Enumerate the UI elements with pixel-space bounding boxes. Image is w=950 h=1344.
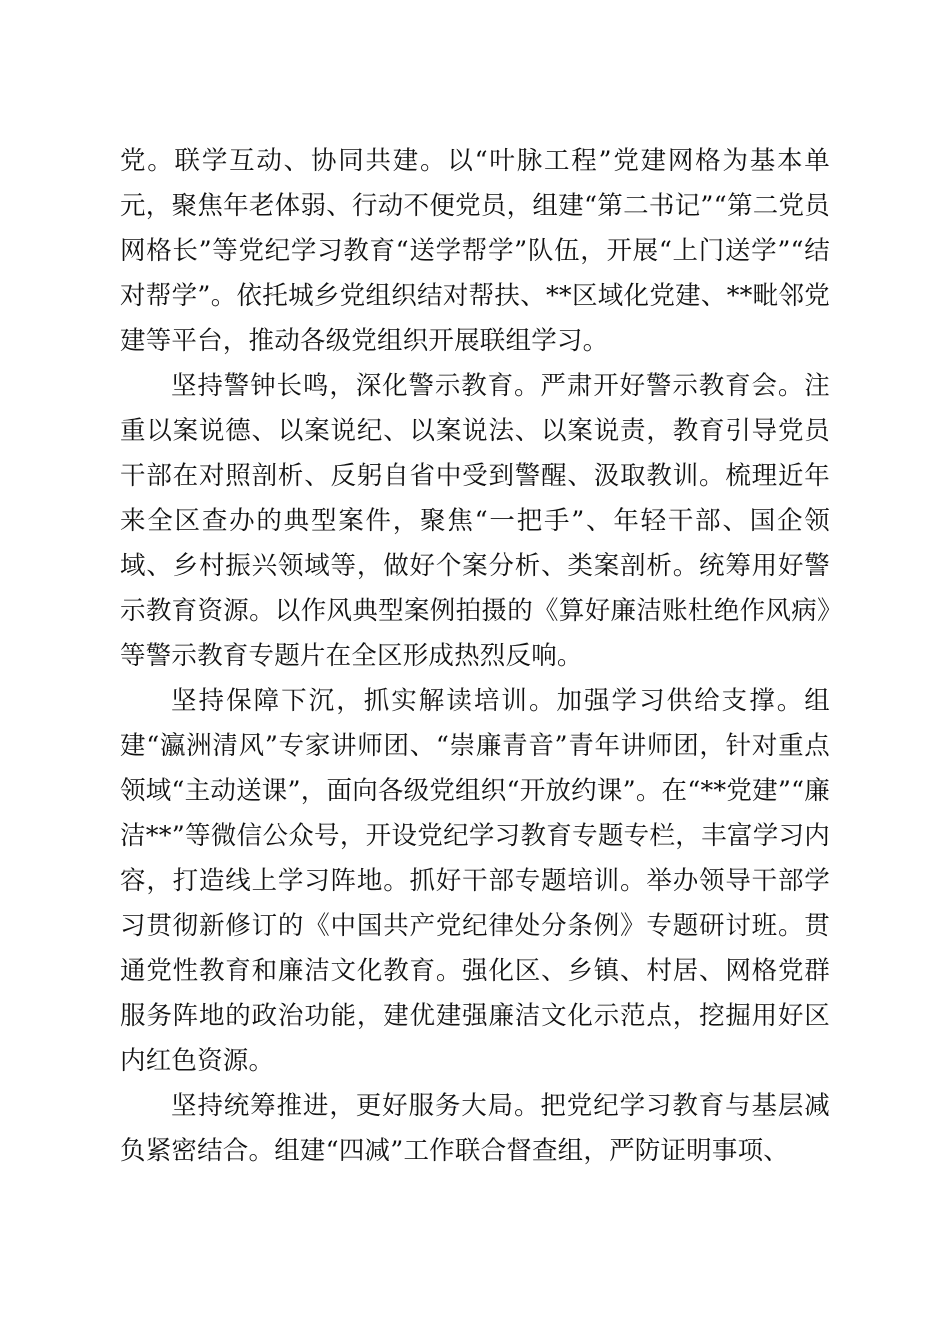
paragraph-continued: 党。联学互动、协同共建。以“叶脉工程”党建网格为基本单元，聚焦年老体弱、行动不便党员，组建“第二书记”“第二党员网格长”等党纪学习教育“送学帮学”队伍，开展“上门送学”“结对帮学”。依托城乡党组织结对帮扶、**区域化党建、**毗邻党建等平台，推动各级党组织开展联组学习。 — [120, 146, 830, 356]
paragraph-warning-education: 坚持警钟长鸣，深化警示教育。严肃开好警示教育会。注重以案说德、以案说纪、以案说法、以案说责，教育引导党员干部在对照剖析、反躬自省中受到警醒、汲取教训。梳理近年来全区查办的典型案件，聚焦“一把手”、年轻干部、国企领域、乡村振兴领域等，做好个案分析、类案剖析。统筹用好警示教育资源。以作风典型案例拍摄的《算好廉洁账杜绝作风病》等警示教育专题片在全区形成热烈反响。 — [120, 371, 830, 671]
paragraph-overall-planning: 坚持统筹推进，更好服务大局。把党纪学习教育与基层减负紧密结合。组建“四减”工作联合督查组，严防证明事项、 — [120, 1091, 830, 1166]
document-body — [120, 139, 830, 1174]
paragraph-training: 坚持保障下沉，抓实解读培训。加强学习供给支撑。组建“瀛洲清风”专家讲师团、“崇廉青音”青年讲师团，针对重点领域“主动送课”，面向各级党组织“开放约课”。在“**党建”“廉洁**”等微信公众号，开设党纪学习教育专题专栏，丰富学习内容，打造线上学习阵地。抓好干部专题培训。举办领导干部学习贯彻新修订的《中国共产党纪律处分条例》专题研讨班。贯通党性教育和廉洁文化教育。强化区、乡镇、村居、网格党群服务阵地的政治功能，建优建强廉洁文化示范点，挖掘用好区内红色资源。 — [120, 686, 830, 1076]
